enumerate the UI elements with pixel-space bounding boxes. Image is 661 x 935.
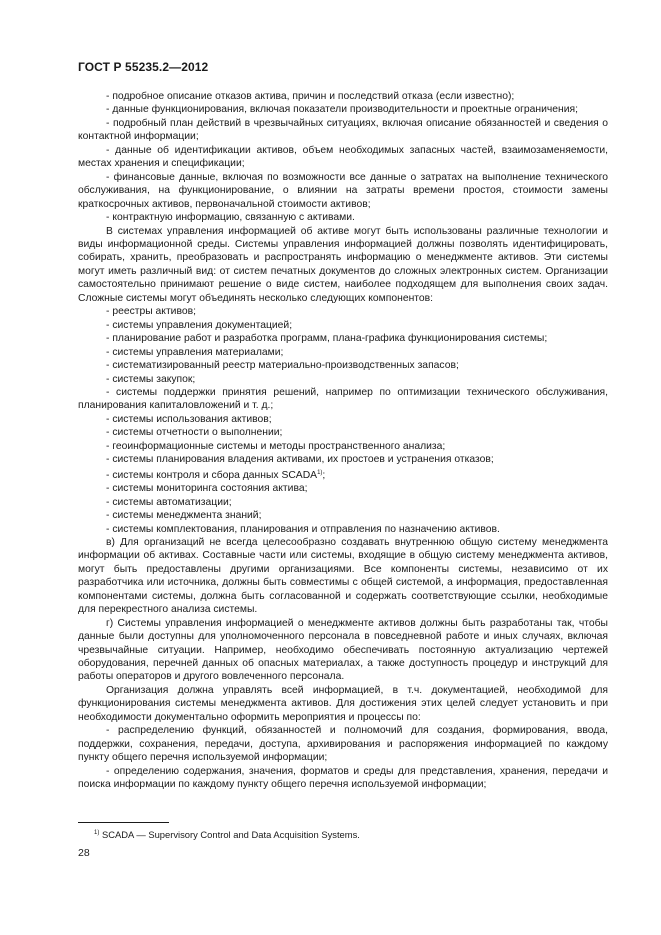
paragraph: Организация должна управлять всей информацией, в т.ч. документацией, необходимой для функционирования системы менеджмента активов. Для достижения этих целей следует установить и при необходимости документально оформить мероприятия и процессы по: xyxy=(78,684,608,723)
list-item: - системы отчетности о выполнении; xyxy=(106,427,283,439)
list-item: - системы планирования владения активами, их простоев и устранения отказов; xyxy=(106,454,494,466)
footnote-text: SCADA — Supervisory Control and Data Acquisition Systems. xyxy=(99,829,360,840)
paragraph: в) Для организаций не всегда целесообразно создавать внутреннюю общую систему менеджмента информации об активах. Составные части или системы, входящие в общую систему менеджмента активов, могут быть предоставлены другими организациями. Все компоненты системы, независимо от их разработчика или источника, должны быть совместимы с общей системой, а информация, предоставленная компонентами системы, должна быть согласованной и содержать соответствующие ссылки, необходимые для перекрестного анализа системы. xyxy=(78,536,608,616)
footnote-reference[interactable]: 1) xyxy=(317,469,323,476)
footnote-mark: 1) xyxy=(94,830,100,836)
list-item: - системы управления материалами; xyxy=(106,346,284,358)
list-item: - системы мониторинга состояния актива; xyxy=(106,483,308,495)
document-header: ГОСТ Р 55235.2—2012 xyxy=(78,60,209,74)
paragraph: В системах управления информацией об активе могут быть использованы различные технологии и виды информационной среды. Системы управления информацией должны позволять идентифицировать, собирать, хранить, преобразовать и распространять информацию о менеджменте активов. Эти системы могут иметь различный вид: от систем печатных документов до сложных электронных систем. Организации самостоятельно принимают решение о виде систем, наиболее подходящем для выполнения своих задач. Сложные системы могут объединять несколько следующих компонентов: xyxy=(78,225,608,304)
list-item: - системы комплектования, планирования и отправления по назначению активов. xyxy=(106,523,500,535)
list-item: - контрактную информацию, связанную с активами. xyxy=(106,212,355,224)
list-item: - определению содержания, значения, форматов и среды для представления, хранения, передачи и поиска информации по каждому пункту общего перечня используемой информации; xyxy=(78,765,608,791)
list-item: - систематизированный реестр материально-производственных запасов; xyxy=(106,360,459,372)
list-item: - системы поддержки принятия решений, например по оптимизации технического обслуживания, планирования капиталовложений и т. д.; xyxy=(78,386,608,412)
list-item: - распределению функций, обязанностей и полномочий для создания, формирования, ввода, поддержки, сохранения, передачи, доступа, архивирования и распоряжения информацией по каждому пункту общего перечня используемой информации; xyxy=(78,725,608,764)
list-item: - подробный план действий в чрезвычайных ситуациях, включая описание обязанностей и сведения о контактной информации; xyxy=(78,117,608,143)
list-item: - подробное описание отказов актива, причин и последствий отказа (если известно); xyxy=(106,91,515,102)
footnote xyxy=(94,827,360,841)
scada-tail: ; xyxy=(322,469,326,481)
list-item: - планирование работ и разработка программ, плана-графика функционирования системы; xyxy=(106,333,548,345)
list-item: - финансовые данные, включая по возможности все данные о затратах на выполнение технического обслуживания, на функционирование, о влиянии на затраты времени простоя, стоимости замены краткосрочных активов, первоначальной стоимости активов; xyxy=(78,171,608,210)
list-item: - системы управления документацией; xyxy=(106,319,293,331)
paragraph: г) Системы управления информацией о менеджменте активов должны быть разработаны так, чтобы данные были доступны для уполномоченного персонала в повседневной работе и иных случаях, включая чрезвычайные ситуации. Например, необходимо обеспечивать постоянную актуализацию чертежей оборудования, перечней данных об опасных материалах, а также доступность процедур и инструкций для работы операторов и другого вовлеченного персонала. xyxy=(78,617,608,683)
list-item-scada xyxy=(78,467,608,482)
list-item: - данные функционирования, включая показатели производительности и проектные ограничения; xyxy=(106,104,578,116)
scada-text: - системы контроля и сбора данных SCADA xyxy=(106,469,318,481)
list-item: - геоинформационные системы и методы пространственного анализа; xyxy=(106,440,446,452)
footnote-divider xyxy=(78,822,169,823)
list-item: - реестры активов; xyxy=(106,306,196,318)
list-item: - системы закупок; xyxy=(106,373,196,385)
body-text xyxy=(78,90,608,792)
page-number: 28 xyxy=(78,847,90,859)
list-item: - данные об идентификации активов, объем необходимых запасных частей, взаимозаменяемости, местах хранения и спецификации; xyxy=(78,144,608,170)
list-item: - системы использования активов; xyxy=(106,413,272,425)
list-item: - системы автоматизации; xyxy=(106,496,232,508)
list-item: - системы менеджмента знаний; xyxy=(106,510,262,522)
